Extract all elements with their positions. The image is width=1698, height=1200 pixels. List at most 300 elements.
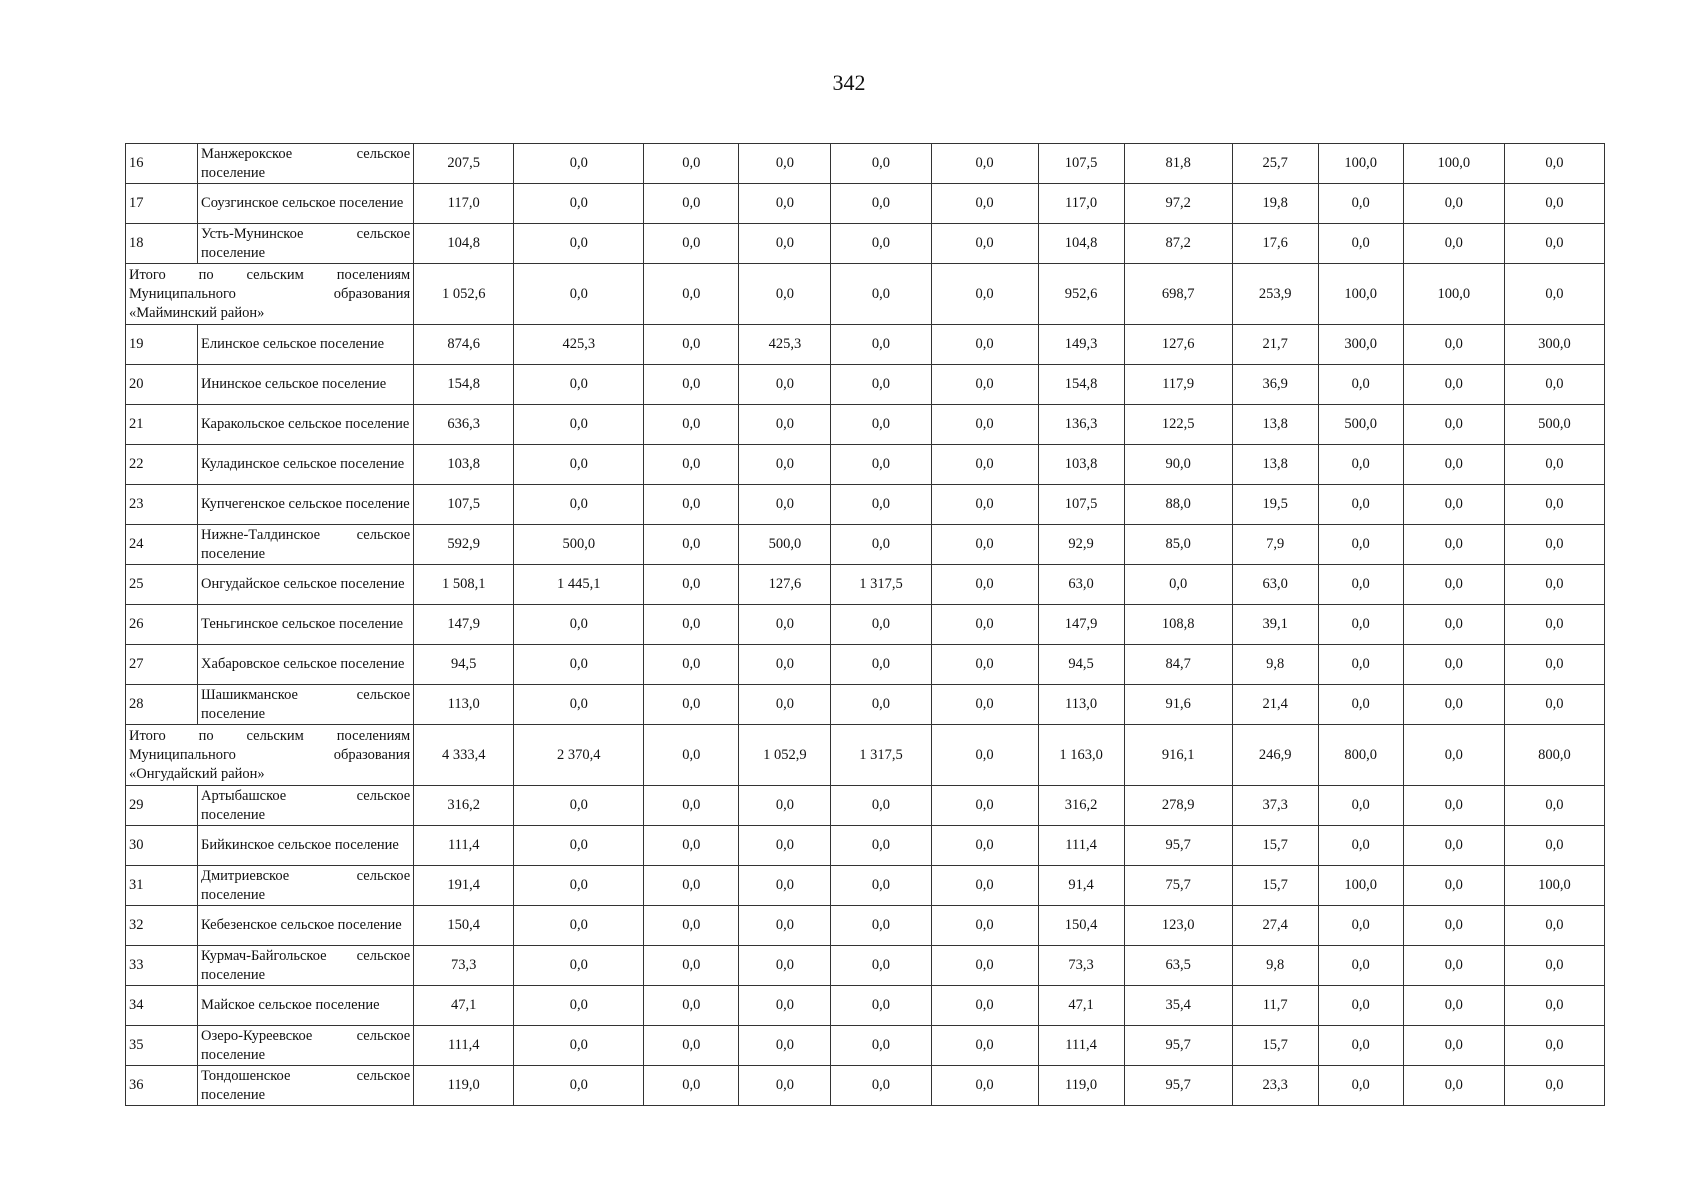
value-cell: 0,0 — [514, 184, 644, 224]
value-cell: 1 052,6 — [414, 264, 514, 325]
value-cell: 0,0 — [644, 866, 739, 906]
settlement-name: Тондошенское сельское поселение — [198, 1066, 414, 1106]
value-cell: 0,0 — [1504, 786, 1604, 826]
value-cell: 0,0 — [931, 365, 1038, 405]
value-cell: 0,0 — [931, 725, 1038, 786]
value-cell: 1 445,1 — [514, 565, 644, 605]
value-cell: 0,0 — [1504, 224, 1604, 264]
value-cell: 0,0 — [644, 565, 739, 605]
value-cell: 0,0 — [1504, 445, 1604, 485]
value-cell: 2 370,4 — [514, 725, 644, 786]
value-cell: 0,0 — [1318, 485, 1403, 525]
value-cell: 0,0 — [739, 906, 831, 946]
value-cell: 0,0 — [644, 645, 739, 685]
value-cell: 0,0 — [831, 365, 931, 405]
table-row — [126, 485, 1605, 525]
row-number: 34 — [126, 986, 198, 1026]
value-cell: 47,1 — [414, 986, 514, 1026]
settlement-name: Артыбашское сельское поселение — [198, 786, 414, 826]
settlement-name: Каракольское сельское поселение — [198, 405, 414, 445]
value-cell: 592,9 — [414, 525, 514, 565]
value-cell: 0,0 — [739, 826, 831, 866]
value-cell: 0,0 — [1403, 445, 1504, 485]
value-cell: 0,0 — [644, 1026, 739, 1066]
value-cell: 87,2 — [1124, 224, 1232, 264]
value-cell: 119,0 — [414, 1066, 514, 1106]
value-cell: 698,7 — [1124, 264, 1232, 325]
value-cell: 147,9 — [1038, 605, 1124, 645]
value-cell: 0,0 — [514, 1066, 644, 1106]
value-cell: 0,0 — [739, 645, 831, 685]
value-cell: 1 163,0 — [1038, 725, 1124, 786]
value-cell: 0,0 — [931, 525, 1038, 565]
value-cell: 0,0 — [739, 605, 831, 645]
value-cell: 0,0 — [739, 264, 831, 325]
table-row — [126, 1026, 1605, 1066]
value-cell: 0,0 — [644, 184, 739, 224]
value-cell: 108,8 — [1124, 605, 1232, 645]
value-cell: 111,4 — [1038, 1026, 1124, 1066]
value-cell: 150,4 — [1038, 906, 1124, 946]
value-cell: 800,0 — [1504, 725, 1604, 786]
value-cell: 1 317,5 — [831, 725, 931, 786]
value-cell: 0,0 — [1318, 605, 1403, 645]
value-cell: 9,8 — [1232, 645, 1318, 685]
table-row — [126, 565, 1605, 605]
value-cell: 0,0 — [1403, 986, 1504, 1026]
value-cell: 0,0 — [514, 986, 644, 1026]
value-cell: 0,0 — [739, 946, 831, 986]
value-cell: 0,0 — [1403, 1026, 1504, 1066]
value-cell: 916,1 — [1124, 725, 1232, 786]
value-cell: 0,0 — [739, 405, 831, 445]
value-cell: 0,0 — [831, 866, 931, 906]
value-cell: 91,6 — [1124, 685, 1232, 725]
row-number: 32 — [126, 906, 198, 946]
value-cell: 0,0 — [1504, 1066, 1604, 1106]
value-cell: 0,0 — [644, 525, 739, 565]
value-cell: 0,0 — [1403, 565, 1504, 605]
row-number: 31 — [126, 866, 198, 906]
value-cell: 75,7 — [1124, 866, 1232, 906]
row-number: 30 — [126, 826, 198, 866]
settlement-name: Курмач-Байгольское сельское поселение — [198, 946, 414, 986]
value-cell: 0,0 — [1318, 525, 1403, 565]
value-cell: 0,0 — [514, 224, 644, 264]
settlement-name: Кебезенское сельское поселение — [198, 906, 414, 946]
row-number: 17 — [126, 184, 198, 224]
value-cell: 0,0 — [1318, 565, 1403, 605]
value-cell: 316,2 — [1038, 786, 1124, 826]
value-cell: 0,0 — [514, 1026, 644, 1066]
value-cell: 84,7 — [1124, 645, 1232, 685]
value-cell: 207,5 — [414, 144, 514, 184]
row-number: 22 — [126, 445, 198, 485]
value-cell: 100,0 — [1504, 866, 1604, 906]
value-cell: 0,0 — [1318, 445, 1403, 485]
value-cell: 0,0 — [931, 645, 1038, 685]
value-cell: 63,0 — [1038, 565, 1124, 605]
value-cell: 0,0 — [739, 866, 831, 906]
value-cell: 94,5 — [414, 645, 514, 685]
value-cell: 0,0 — [931, 786, 1038, 826]
value-cell: 0,0 — [831, 144, 931, 184]
value-cell: 0,0 — [1504, 645, 1604, 685]
value-cell: 25,7 — [1232, 144, 1318, 184]
value-cell: 0,0 — [931, 1066, 1038, 1106]
value-cell: 37,3 — [1232, 786, 1318, 826]
value-cell: 117,0 — [1038, 184, 1124, 224]
value-cell: 0,0 — [514, 866, 644, 906]
value-cell: 0,0 — [831, 184, 931, 224]
value-cell: 104,8 — [414, 224, 514, 264]
settlement-name: Дмитриевское сельское поселение — [198, 866, 414, 906]
value-cell: 35,4 — [1124, 986, 1232, 1026]
value-cell: 500,0 — [1318, 405, 1403, 445]
value-cell: 111,4 — [1038, 826, 1124, 866]
value-cell: 0,0 — [1504, 1026, 1604, 1066]
value-cell: 47,1 — [1038, 986, 1124, 1026]
value-cell: 111,4 — [414, 826, 514, 866]
value-cell: 0,0 — [1403, 866, 1504, 906]
value-cell: 0,0 — [831, 645, 931, 685]
value-cell: 0,0 — [1318, 946, 1403, 986]
value-cell: 107,5 — [1038, 485, 1124, 525]
table-row — [126, 645, 1605, 685]
value-cell: 0,0 — [931, 264, 1038, 325]
value-cell: 63,0 — [1232, 565, 1318, 605]
value-cell: 425,3 — [514, 325, 644, 365]
value-cell: 0,0 — [1403, 184, 1504, 224]
value-cell: 0,0 — [831, 605, 931, 645]
value-cell: 0,0 — [1403, 365, 1504, 405]
value-cell: 11,7 — [1232, 986, 1318, 1026]
value-cell: 88,0 — [1124, 485, 1232, 525]
value-cell: 95,7 — [1124, 1026, 1232, 1066]
value-cell: 0,0 — [644, 725, 739, 786]
value-cell: 149,3 — [1038, 325, 1124, 365]
settlement-name: Елинское сельское поселение — [198, 325, 414, 365]
value-cell: 0,0 — [644, 264, 739, 325]
value-cell: 0,0 — [1504, 685, 1604, 725]
table-row — [126, 325, 1605, 365]
table-row — [126, 826, 1605, 866]
total-label-line: «Майминский район» — [129, 304, 265, 321]
value-cell: 636,3 — [414, 405, 514, 445]
settlement-name: Теньгинское сельское поселение — [198, 605, 414, 645]
value-cell: 103,8 — [414, 445, 514, 485]
value-cell: 21,4 — [1232, 685, 1318, 725]
table-body — [126, 144, 1605, 1106]
value-cell: 97,2 — [1124, 184, 1232, 224]
value-cell: 0,0 — [931, 184, 1038, 224]
value-cell: 73,3 — [414, 946, 514, 986]
value-cell: 39,1 — [1232, 605, 1318, 645]
value-cell: 0,0 — [831, 986, 931, 1026]
value-cell: 95,7 — [1124, 1066, 1232, 1106]
value-cell: 119,0 — [1038, 1066, 1124, 1106]
value-cell: 15,7 — [1232, 866, 1318, 906]
value-cell: 191,4 — [414, 866, 514, 906]
value-cell: 0,0 — [514, 946, 644, 986]
value-cell: 0,0 — [931, 906, 1038, 946]
value-cell: 0,0 — [831, 325, 931, 365]
value-cell: 0,0 — [514, 485, 644, 525]
value-cell: 100,0 — [1318, 144, 1403, 184]
value-cell: 0,0 — [644, 144, 739, 184]
value-cell: 0,0 — [931, 826, 1038, 866]
row-number: 21 — [126, 405, 198, 445]
value-cell: 13,8 — [1232, 405, 1318, 445]
value-cell: 127,6 — [1124, 325, 1232, 365]
value-cell: 103,8 — [1038, 445, 1124, 485]
total-row — [126, 725, 1605, 786]
value-cell: 500,0 — [739, 525, 831, 565]
value-cell: 0,0 — [514, 445, 644, 485]
value-cell: 246,9 — [1232, 725, 1318, 786]
value-cell: 316,2 — [414, 786, 514, 826]
value-cell: 0,0 — [644, 786, 739, 826]
value-cell: 0,0 — [514, 605, 644, 645]
value-cell: 0,0 — [1504, 264, 1604, 325]
value-cell: 0,0 — [1318, 826, 1403, 866]
value-cell: 36,9 — [1232, 365, 1318, 405]
value-cell: 0,0 — [739, 144, 831, 184]
settlement-name: Усть-Мунинское сельское поселение — [198, 224, 414, 264]
value-cell: 0,0 — [1318, 1066, 1403, 1106]
value-cell: 100,0 — [1318, 264, 1403, 325]
row-number: 16 — [126, 144, 198, 184]
value-cell: 0,0 — [931, 445, 1038, 485]
value-cell: 0,0 — [1318, 645, 1403, 685]
value-cell: 0,0 — [1403, 405, 1504, 445]
value-cell: 0,0 — [739, 786, 831, 826]
value-cell: 0,0 — [831, 1026, 931, 1066]
value-cell: 0,0 — [1403, 946, 1504, 986]
row-number: 28 — [126, 685, 198, 725]
value-cell: 117,0 — [414, 184, 514, 224]
value-cell: 0,0 — [1403, 685, 1504, 725]
value-cell: 500,0 — [1504, 405, 1604, 445]
table-row — [126, 786, 1605, 826]
total-label — [126, 264, 414, 325]
table-row — [126, 605, 1605, 645]
row-number: 27 — [126, 645, 198, 685]
settlement-name: Онгудайское сельское поселение — [198, 565, 414, 605]
settlement-name: Майское сельское поселение — [198, 986, 414, 1026]
row-number: 23 — [126, 485, 198, 525]
value-cell: 0,0 — [644, 485, 739, 525]
settlement-name: Нижне-Талдинское сельское поселение — [198, 525, 414, 565]
value-cell: 104,8 — [1038, 224, 1124, 264]
table-row — [126, 144, 1605, 184]
value-cell: 952,6 — [1038, 264, 1124, 325]
value-cell: 0,0 — [931, 485, 1038, 525]
value-cell: 0,0 — [831, 405, 931, 445]
total-label-line: Муниципального образования — [129, 285, 411, 302]
table-row — [126, 365, 1605, 405]
value-cell: 0,0 — [644, 605, 739, 645]
settlement-name: Озеро-Куреевское сельское поселение — [198, 1026, 414, 1066]
value-cell: 0,0 — [1403, 485, 1504, 525]
value-cell: 0,0 — [514, 645, 644, 685]
value-cell: 0,0 — [1318, 986, 1403, 1026]
value-cell: 500,0 — [514, 525, 644, 565]
row-number: 33 — [126, 946, 198, 986]
value-cell: 0,0 — [931, 565, 1038, 605]
value-cell: 0,0 — [739, 485, 831, 525]
value-cell: 0,0 — [1318, 1026, 1403, 1066]
value-cell: 13,8 — [1232, 445, 1318, 485]
value-cell: 0,0 — [1403, 1066, 1504, 1106]
value-cell: 0,0 — [514, 786, 644, 826]
value-cell: 100,0 — [1403, 264, 1504, 325]
value-cell: 107,5 — [1038, 144, 1124, 184]
total-label-line: Муниципального образования — [129, 746, 411, 763]
value-cell: 0,0 — [644, 986, 739, 1026]
row-number: 24 — [126, 525, 198, 565]
total-label-line: «Онгудайский район» — [129, 765, 265, 782]
value-cell: 0,0 — [831, 264, 931, 325]
budget-table — [125, 143, 1605, 1106]
value-cell: 0,0 — [1504, 184, 1604, 224]
table-row — [126, 906, 1605, 946]
value-cell: 0,0 — [739, 184, 831, 224]
value-cell: 0,0 — [644, 365, 739, 405]
value-cell: 85,0 — [1124, 525, 1232, 565]
total-label-line: Итого по сельским поселениям — [129, 266, 411, 283]
value-cell: 9,8 — [1232, 946, 1318, 986]
value-cell: 0,0 — [644, 445, 739, 485]
value-cell: 0,0 — [931, 144, 1038, 184]
value-cell: 107,5 — [414, 485, 514, 525]
value-cell: 0,0 — [831, 826, 931, 866]
value-cell: 154,8 — [414, 365, 514, 405]
value-cell: 95,7 — [1124, 826, 1232, 866]
value-cell: 19,8 — [1232, 184, 1318, 224]
value-cell: 27,4 — [1232, 906, 1318, 946]
row-number: 19 — [126, 325, 198, 365]
settlement-name: Соузгинское сельское поселение — [198, 184, 414, 224]
table-row — [126, 525, 1605, 565]
value-cell: 0,0 — [1504, 144, 1604, 184]
value-cell: 874,6 — [414, 325, 514, 365]
value-cell: 0,0 — [1318, 786, 1403, 826]
value-cell: 800,0 — [1318, 725, 1403, 786]
value-cell: 0,0 — [1403, 725, 1504, 786]
value-cell: 15,7 — [1232, 1026, 1318, 1066]
value-cell: 0,0 — [1504, 365, 1604, 405]
value-cell: 92,9 — [1038, 525, 1124, 565]
value-cell: 0,0 — [831, 946, 931, 986]
value-cell: 0,0 — [1403, 826, 1504, 866]
value-cell: 0,0 — [931, 605, 1038, 645]
value-cell: 0,0 — [739, 445, 831, 485]
value-cell: 0,0 — [1318, 365, 1403, 405]
row-number: 18 — [126, 224, 198, 264]
value-cell: 111,4 — [414, 1026, 514, 1066]
value-cell: 0,0 — [514, 826, 644, 866]
value-cell: 0,0 — [644, 1066, 739, 1106]
value-cell: 122,5 — [1124, 405, 1232, 445]
total-label — [126, 725, 414, 786]
value-cell: 113,0 — [1038, 685, 1124, 725]
value-cell: 0,0 — [931, 405, 1038, 445]
settlement-name: Хабаровское сельское поселение — [198, 645, 414, 685]
value-cell: 0,0 — [644, 906, 739, 946]
value-cell: 0,0 — [1318, 685, 1403, 725]
value-cell: 0,0 — [931, 685, 1038, 725]
value-cell: 0,0 — [644, 224, 739, 264]
value-cell: 19,5 — [1232, 485, 1318, 525]
settlement-name: Купчегенское сельское поселение — [198, 485, 414, 525]
value-cell: 278,9 — [1124, 786, 1232, 826]
value-cell: 0,0 — [1403, 325, 1504, 365]
value-cell: 300,0 — [1504, 325, 1604, 365]
value-cell: 0,0 — [1504, 525, 1604, 565]
value-cell: 23,3 — [1232, 1066, 1318, 1106]
value-cell: 0,0 — [514, 685, 644, 725]
value-cell: 0,0 — [1504, 565, 1604, 605]
value-cell: 0,0 — [739, 1026, 831, 1066]
row-number: 25 — [126, 565, 198, 605]
table-row — [126, 866, 1605, 906]
table-row — [126, 986, 1605, 1026]
value-cell: 113,0 — [414, 685, 514, 725]
row-number: 20 — [126, 365, 198, 405]
value-cell: 17,6 — [1232, 224, 1318, 264]
value-cell: 73,3 — [1038, 946, 1124, 986]
table-row — [126, 1066, 1605, 1106]
value-cell: 0,0 — [831, 685, 931, 725]
value-cell: 1 317,5 — [831, 565, 931, 605]
value-cell: 0,0 — [514, 405, 644, 445]
value-cell: 154,8 — [1038, 365, 1124, 405]
value-cell: 0,0 — [931, 224, 1038, 264]
table-row — [126, 405, 1605, 445]
value-cell: 63,5 — [1124, 946, 1232, 986]
value-cell: 0,0 — [1318, 906, 1403, 946]
total-label-line: Итого по сельским поселениям — [129, 727, 411, 744]
value-cell: 0,0 — [931, 1026, 1038, 1066]
value-cell: 150,4 — [414, 906, 514, 946]
row-number: 35 — [126, 1026, 198, 1066]
value-cell: 0,0 — [739, 685, 831, 725]
value-cell: 1 508,1 — [414, 565, 514, 605]
value-cell: 0,0 — [831, 525, 931, 565]
value-cell: 15,7 — [1232, 826, 1318, 866]
table-row — [126, 184, 1605, 224]
value-cell: 0,0 — [831, 786, 931, 826]
value-cell: 100,0 — [1403, 144, 1504, 184]
value-cell: 0,0 — [514, 906, 644, 946]
value-cell: 0,0 — [931, 986, 1038, 1026]
value-cell: 0,0 — [1504, 826, 1604, 866]
value-cell: 0,0 — [739, 986, 831, 1026]
table-row — [126, 685, 1605, 725]
value-cell: 0,0 — [1318, 224, 1403, 264]
value-cell: 127,6 — [739, 565, 831, 605]
value-cell: 147,9 — [414, 605, 514, 645]
value-cell: 136,3 — [1038, 405, 1124, 445]
settlement-name: Бийкинское сельское поселение — [198, 826, 414, 866]
value-cell: 0,0 — [739, 224, 831, 264]
value-cell: 0,0 — [831, 485, 931, 525]
value-cell: 0,0 — [931, 325, 1038, 365]
value-cell: 0,0 — [831, 906, 931, 946]
value-cell: 0,0 — [1504, 906, 1604, 946]
value-cell: 253,9 — [1232, 264, 1318, 325]
